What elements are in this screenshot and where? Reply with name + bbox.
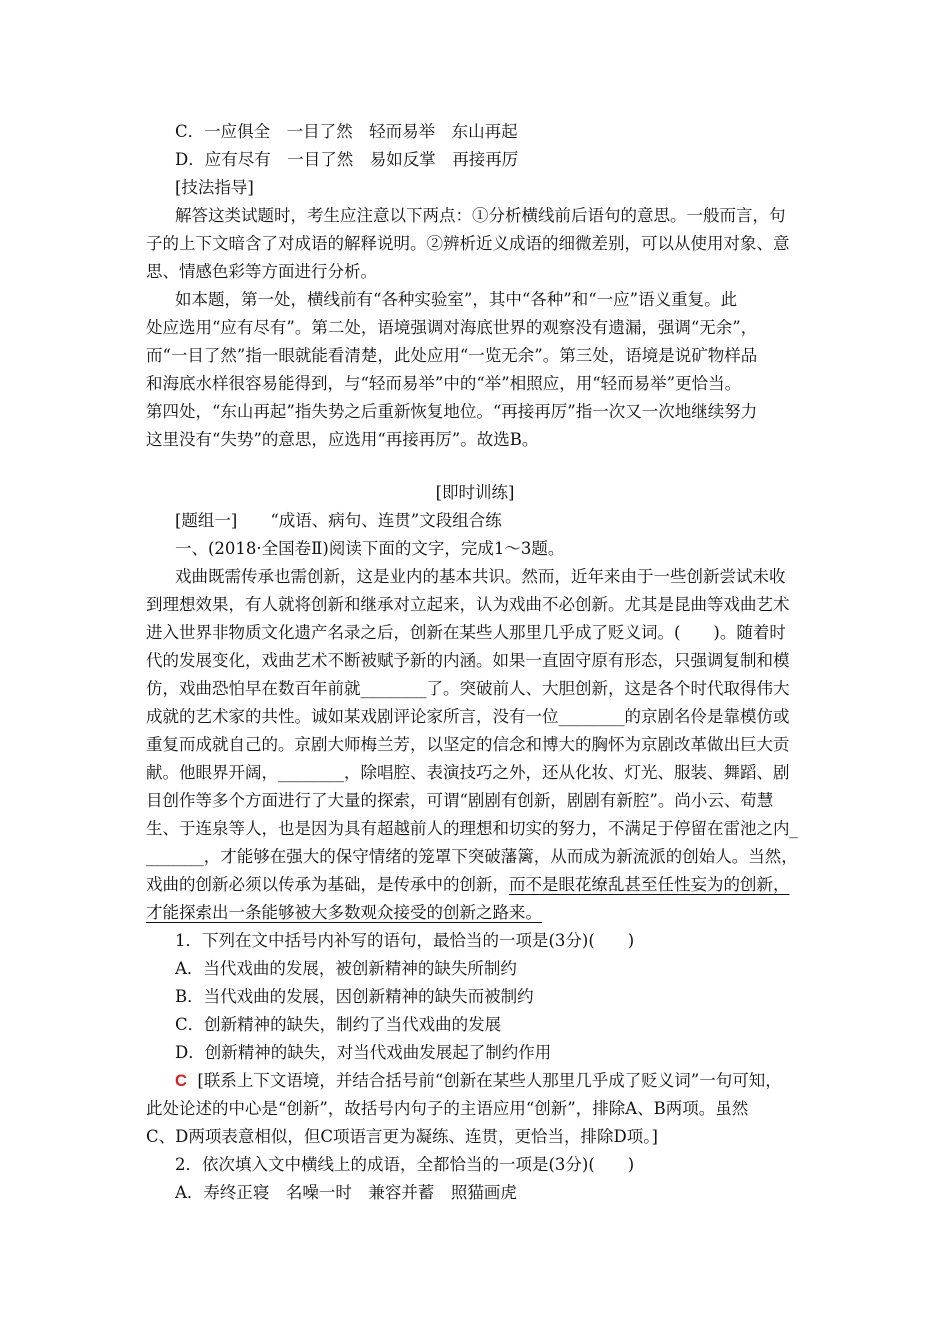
section-heading-practice: [即时训练]: [435, 483, 515, 502]
q2-option-a: A．寿终正寝 名噪一时 兼容并蓄 照猫画虎: [175, 1183, 517, 1202]
underlined-sentence: 而不是眼花缭乱甚至任性妄为的创新，: [509, 875, 790, 894]
question-1: 1．下列在文中括号内补写的语句，最恰当的一项是(3分)( ): [175, 931, 635, 950]
group-heading: [题组一] “成语、病句、连贯”文段组合练: [175, 511, 502, 530]
passage-line: 代的发展变化，戏曲艺术不断被赋予新的内涵。如果一直固守原有形态，只强调复制和模: [146, 651, 790, 670]
option-c-line: C．一应俱全 一目了然 轻而易举 东山再起: [175, 122, 518, 141]
underlined-sentence: 才能探索出一条能够被大多数观众接受的创新之路来。: [146, 903, 542, 922]
paragraph-line: 这里没有“失势”的意思，应选用“再接再厉”。故选B。: [146, 430, 539, 449]
passage-line: 仿，戏曲恐怕早在数百年前就________了。突破前人、大胆创新，这是各个时代取得伟大: [146, 679, 790, 698]
explanation-line: 此处论述的中心是“创新”，故括号内句子的主语应用“创新”，排除A、B两项。虽然: [146, 1099, 749, 1118]
q1-option-a: A．当代戏曲的发展，被创新精神的缺失所制约: [175, 959, 517, 978]
passage-line: 生、于连泉等人，也是因为具有超越前人的理想和切实的努力，不满足于停留在雷池之内_: [146, 819, 798, 838]
passage-line: _______，才能够在强大的保守情绪的笼罩下突破藩篱，从而成为新流派的创始人。当然，: [146, 847, 798, 866]
paragraph-line: 处应选用“应有尽有”。第二处，语境强调对海底世界的观察没有遗漏，强调“无余”，: [146, 318, 758, 337]
paragraph-line: 子的上下文暗含了对成语的解释说明。②辨析近义成语的细微差别，可以从使用对象、意: [146, 234, 790, 253]
paragraph-line: 第四处，“东山再起”指失势之后重新恢复地位。“再接再厉”指一次又一次地继续努力: [146, 402, 758, 421]
passage-line: 献。他眼界开阔，________，除唱腔、表演技巧之外，还从化妆、灯光、服装、舞蹈、剧: [146, 763, 790, 782]
option-d-line: D．应有尽有 一目了然 易如反掌 再接再厉: [175, 150, 519, 169]
passage-line: 重复而成就自己的。京剧大师梅兰芳，以坚定的信念和博大的胸怀为京剧改革做出巨大贡: [146, 735, 790, 754]
paragraph-line: 和海底水样很容易能得到，与“轻而易举”中的“举”相照应，用“轻而易举”更恰当。: [146, 374, 742, 393]
paragraph-line: 解答这类试题时，考生应注意以下两点：①分析横线前后语句的意思。一般而言，句: [175, 206, 786, 225]
question-intro: 一、(2018·全国卷Ⅱ)阅读下面的文字，完成1～3题。: [175, 539, 565, 558]
question-2: 2．依次填入文中横线上的成语，全都恰当的一项是(3分)( ): [175, 1155, 635, 1174]
q1-option-d: D．创新精神的缺失，对当代戏曲发展起了制约作用: [175, 1043, 552, 1062]
passage-line: 目创作等多个方面进行了大量的探索，可谓“剧剧有创新，剧剧有新腔”。尚小云、荀慧: [146, 791, 774, 810]
paragraph-line: 如本题，第一处，横线前有“各种实验室”，其中“各种”和“一应”语义重复。此: [175, 290, 738, 309]
paragraph-line: 思、情感色彩等方面进行分析。: [146, 262, 377, 281]
answer-explanation-line: [175, 1070, 845, 1092]
passage-line: 戏曲既需传承也需创新，这是业内的基本共识。然而，近年来由于一些创新尝试未收: [175, 567, 786, 586]
passage-line: 进入世界非物质文化遗产名录之后，创新在某些人那里几乎成了贬义词。( )。随着时: [146, 623, 786, 642]
explanation-line: C、D两项表意相似，但C项语言更为凝练、连贯，更恰当，排除D项。]: [146, 1127, 658, 1146]
q1-option-c: C．创新精神的缺失，制约了当代戏曲的发展: [175, 1015, 502, 1034]
passage-line: [146, 874, 816, 896]
passage-line: 成就的艺术家的共性。诚如某戏剧评论家所言，没有一位________的京剧名伶是靠模仿或: [146, 707, 790, 726]
explanation-text: [联系上下文语境，并结合括号前“创新在某些人那里几乎成了贬义词”一句可知，: [197, 1071, 782, 1090]
passage-text: 戏曲的创新必须以传承为基础，是传承中的创新，: [146, 875, 509, 894]
answer-letter: C: [175, 1072, 187, 1090]
section-heading-tips: [技法指导]: [175, 178, 254, 197]
paragraph-line: 而“一目了然”指一眼就能看清楚，此处应用“一览无余”。第三处，语境是说矿物样品: [146, 346, 758, 365]
q1-option-b: B．当代戏曲的发展，因创新精神的缺失而被制约: [175, 987, 534, 1006]
passage-line: 到理想效果，有人就将创新和继承对立起来，认为戏曲不必创新。尤其是昆曲等戏曲艺术: [146, 595, 790, 614]
